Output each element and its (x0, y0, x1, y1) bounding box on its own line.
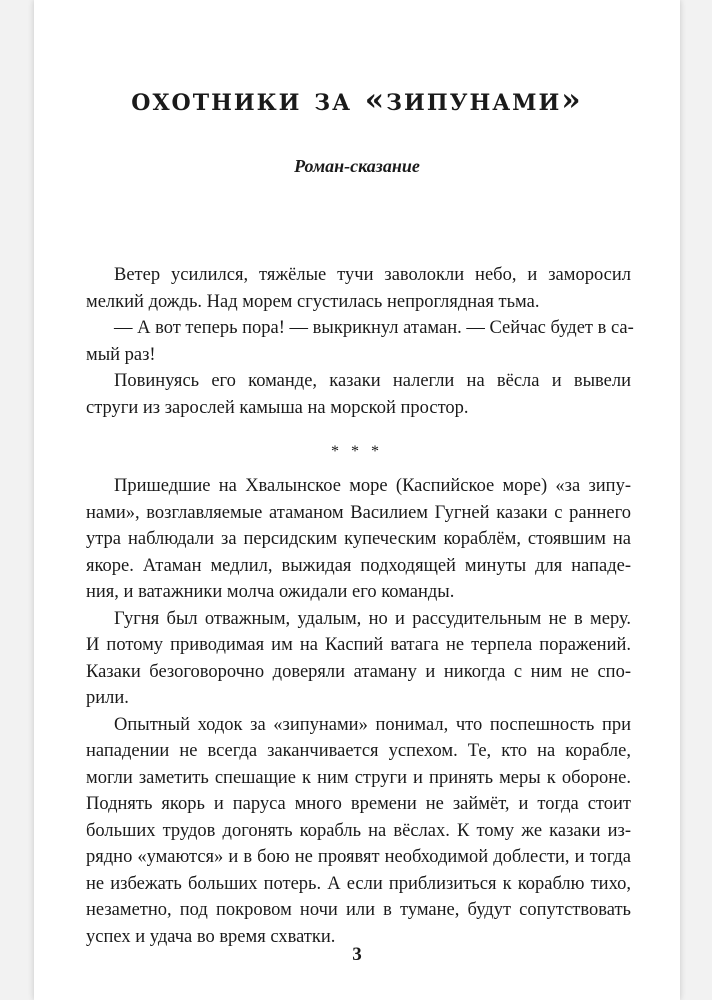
page-number: 3 (352, 944, 362, 965)
text-line: Поднять якорь и паруса много времени не займёт, и тогда стоит (86, 794, 631, 814)
text-line: якоре. Атаман медлил, выжидая подходящей минуты для нападе- (86, 555, 631, 576)
text-line: ния, и ватажники молча ожидали его команды. (86, 582, 455, 602)
text-line: могли заметить спешащие к ним струги и принять меры к обороне. (86, 767, 631, 788)
chapter-subtitle: Роман-сказание (294, 156, 420, 176)
text-line: Опытный ходок за «зипунами» понимал, что поспешность при (114, 714, 631, 735)
text-line: рили. (86, 688, 129, 708)
text-line: струги из зарослей камыша на морской простор. (86, 397, 469, 418)
text-line: рядно «умаются» и в бою не проявят необходимой доблести, и тогда (86, 847, 631, 867)
book-page (34, 0, 680, 1000)
text-line: Казаки безоговорочно доверяли атаману и никогда с ним не спо- (86, 661, 631, 682)
text-line: мелкий дождь. Над морем сгустилась непроглядная тьма. (86, 291, 540, 312)
chapter-title: охотники за «зипунами» (131, 82, 583, 118)
text-line: Гугня был отважным, удалым, но и рассудительным не в меру. (114, 608, 631, 629)
text-block-main (86, 473, 631, 950)
text-line: Повинуясь его команде, казаки налегли на вёсла и вывели (114, 371, 631, 391)
section-break: * * * (331, 443, 383, 460)
text-block-intro (86, 262, 634, 421)
text-line: нами», возглавляемые атаманом Василием Гугней казаки с раннего (86, 502, 631, 523)
text-line: мый раз! (86, 344, 156, 365)
text-line: незаметно, под покровом ночи или в тумане, будут сопутствовать (86, 900, 631, 920)
text-line: нападении не всегда заканчивается успехом. Те, кто на корабле, (86, 741, 631, 761)
text-line: успех и удача во время схватки. (86, 926, 336, 947)
text-line: И потому приводимая им на Каспий ватага не терпела поражений. (86, 635, 631, 655)
text-line: не избежать больших потерь. А если приблизиться к кораблю тихо, (86, 873, 631, 894)
text-line: больших трудов догонять корабль на вёслах. К тому же казаки из- (86, 820, 631, 841)
text-line: утра наблюдали за персидским купеческим кораблём, стоявшим на (86, 529, 631, 549)
text-line: Ветер усилился, тяжёлые тучи заволокли небо, и заморосил (114, 265, 631, 285)
text-line: Пришедшие на Хвалынское море (Каспийское море) «за зипу- (114, 476, 631, 496)
text-line: — А вот теперь пора! — выкрикнул атаман. — Сейчас будет в са- (114, 318, 634, 338)
